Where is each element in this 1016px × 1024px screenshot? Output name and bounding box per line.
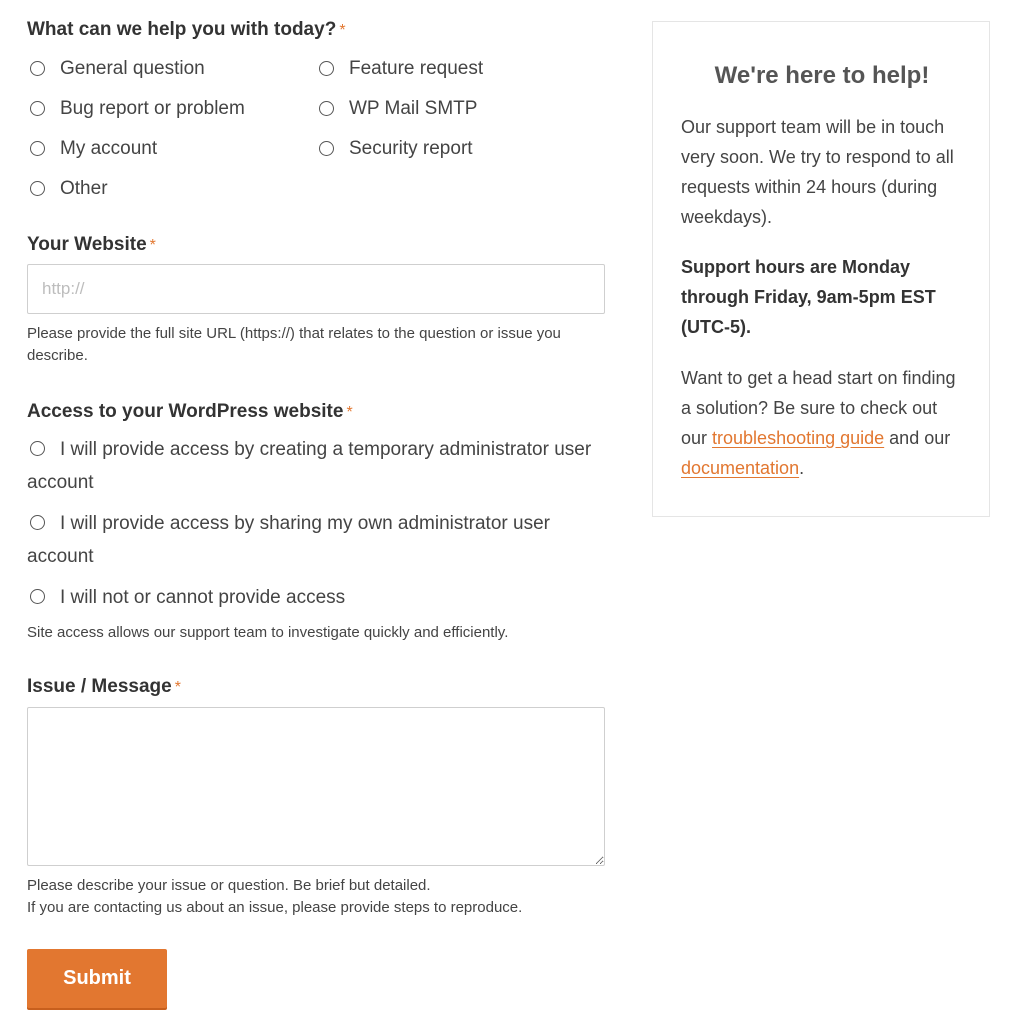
message-textarea[interactable]	[27, 707, 605, 866]
help-topic-section	[27, 14, 607, 204]
radio-button[interactable]	[30, 515, 45, 530]
message-label: Issue / Message *	[27, 676, 181, 697]
sidebar-resources-text: Want to get a head start on finding a solution? Be sure to check out our troubleshooting guide and our documentation.	[681, 368, 956, 478]
website-section	[27, 229, 607, 367]
documentation-link[interactable]: documentation	[681, 458, 800, 478]
radio-button[interactable]	[30, 101, 45, 116]
radio-button[interactable]	[30, 589, 45, 604]
sidebar-title: We're here to help!	[714, 62, 930, 89]
website-label: Your Website *	[27, 234, 156, 255]
radio-button[interactable]	[319, 101, 334, 116]
submit-button[interactable]: Submit	[27, 949, 167, 1008]
radio-my-account[interactable]: My account	[27, 133, 316, 164]
sidebar-hours-text: Support hours are Monday through Friday, 9am-5pm EST (UTC-5).	[681, 257, 936, 337]
radio-general-question[interactable]: General question	[27, 53, 316, 84]
radio-other[interactable]: Other	[27, 173, 316, 204]
required-asterisk: *	[174, 679, 181, 696]
access-help-text: Site access allows our support team to investigate quickly and efficiently.	[27, 624, 509, 641]
message-help-text: Please describe your issue or question. Be brief but detailed. If you are contacting us about an issue, please provide steps to reproduce.	[27, 877, 523, 916]
help-topic-label: What can we help you with today? *	[27, 19, 346, 40]
website-input[interactable]	[27, 264, 605, 314]
radio-button[interactable]	[30, 181, 45, 196]
troubleshooting-guide-link[interactable]: troubleshooting guide	[712, 428, 885, 448]
radio-button[interactable]	[319, 61, 334, 76]
radio-button[interactable]	[30, 141, 45, 156]
radio-bug-report[interactable]: Bug report or problem	[27, 93, 316, 124]
required-asterisk: *	[149, 237, 156, 254]
radio-access-temp-admin[interactable]: I will provide access by creating a temporary administrator user account	[27, 439, 592, 493]
radio-feature-request[interactable]: Feature request	[316, 53, 576, 84]
radio-button[interactable]	[30, 441, 45, 456]
radio-security-report[interactable]: Security report	[316, 133, 576, 164]
access-label: Access to your WordPress website *	[27, 401, 353, 422]
message-section	[27, 671, 607, 919]
radio-access-own-admin[interactable]: I will provide access by sharing my own administrator user account	[27, 513, 550, 567]
website-help-text: Please provide the full site URL (https://) that relates to the question or issue you describe.	[27, 325, 561, 364]
help-sidebar	[652, 21, 990, 517]
access-section	[27, 396, 607, 644]
required-asterisk: *	[339, 22, 346, 39]
required-asterisk: *	[346, 404, 353, 421]
access-options	[27, 433, 607, 614]
support-form	[27, 14, 607, 1008]
sidebar-response-text: Our support team will be in touch very soon. We try to respond to all requests within 24 hours (during weekdays).	[681, 117, 954, 227]
radio-button[interactable]	[30, 61, 45, 76]
radio-wp-mail-smtp[interactable]: WP Mail SMTP	[316, 93, 576, 124]
radio-access-none[interactable]: I will not or cannot provide access	[27, 581, 607, 614]
help-topic-options	[27, 53, 607, 204]
radio-button[interactable]	[319, 141, 334, 156]
